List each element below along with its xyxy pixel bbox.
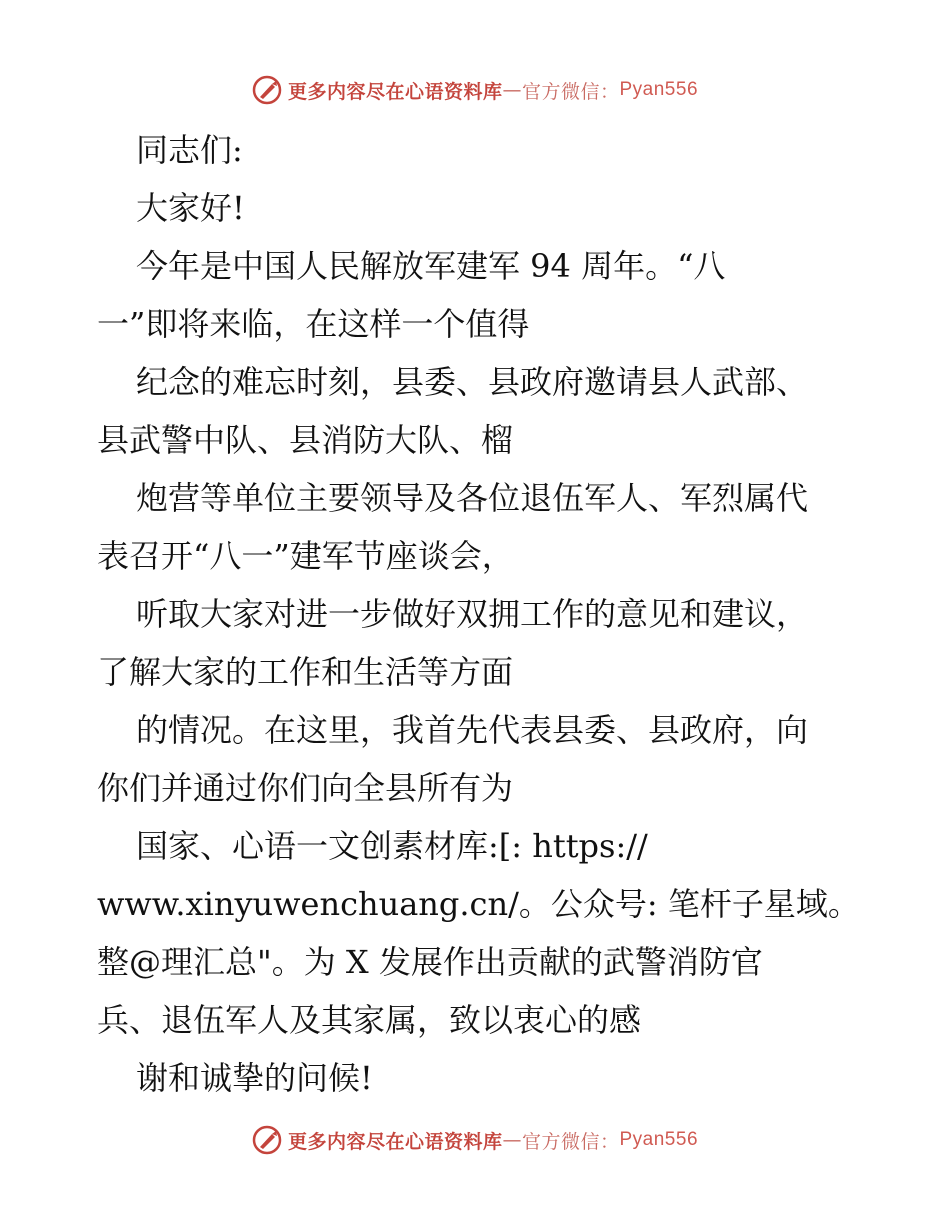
text-line: 兵、退伍军人及其家属，致以衷心的感 <box>97 1001 642 1039</box>
footer-watermark <box>0 1120 950 1160</box>
text-line: 了解大家的工作和生活等方面 <box>97 653 514 691</box>
watermark-separator: — <box>502 1129 522 1151</box>
text-line: www.xinyuwenchuang.cn/。公众号: 笔杆子星域。 <box>97 885 860 923</box>
text-line: 纪念的难忘时刻，县委、县政府邀请县人武部、 <box>136 363 809 401</box>
text-line: 你们并通过你们向全县所有为 <box>97 769 514 807</box>
text-line: 表召开“八一”建军节座谈会， <box>97 537 514 575</box>
watermark-wechat-label: 官方微信： <box>521 1130 620 1153</box>
text-line: 大家好! <box>136 189 245 227</box>
text-line: 县武警中队、县消防大队、榴 <box>97 421 514 459</box>
text-line: 炮营等单位主要领导及各位退伍军人、军烈属代 <box>136 479 809 517</box>
watermark-wechat-id: Pyan556 <box>619 1129 699 1150</box>
text-line: 谢和诚挚的问候! <box>136 1059 373 1097</box>
text-line: 听取大家对进一步做好双拥工作的意见和建议， <box>136 595 809 633</box>
watermark-wechat-id: Pyan556 <box>619 79 699 100</box>
text-line: 同志们: <box>136 131 243 169</box>
header-watermark <box>0 70 950 110</box>
text-line: 今年是中国人民解放军建军 94 周年。“八 <box>136 247 726 285</box>
text-line: 的情况。在这里，我首先代表县委、县政府，向 <box>136 711 809 749</box>
text-line: 整@理汇总"。为 X 发展作出贡献的武警消防官 <box>97 943 763 981</box>
quill-pen-logo-icon <box>252 75 282 105</box>
quill-pen-logo-icon <box>252 1125 282 1155</box>
watermark-brand: 更多内容尽在心语资料库 <box>287 80 503 103</box>
text-line: 国家、心语一文创素材库:[: https:// <box>136 827 648 865</box>
text-line: 一”即将来临，在这样一个值得 <box>97 305 530 343</box>
watermark-separator: — <box>502 79 522 101</box>
watermark-brand: 更多内容尽在心语资料库 <box>287 1130 503 1153</box>
watermark-wechat-label: 官方微信： <box>521 80 620 103</box>
